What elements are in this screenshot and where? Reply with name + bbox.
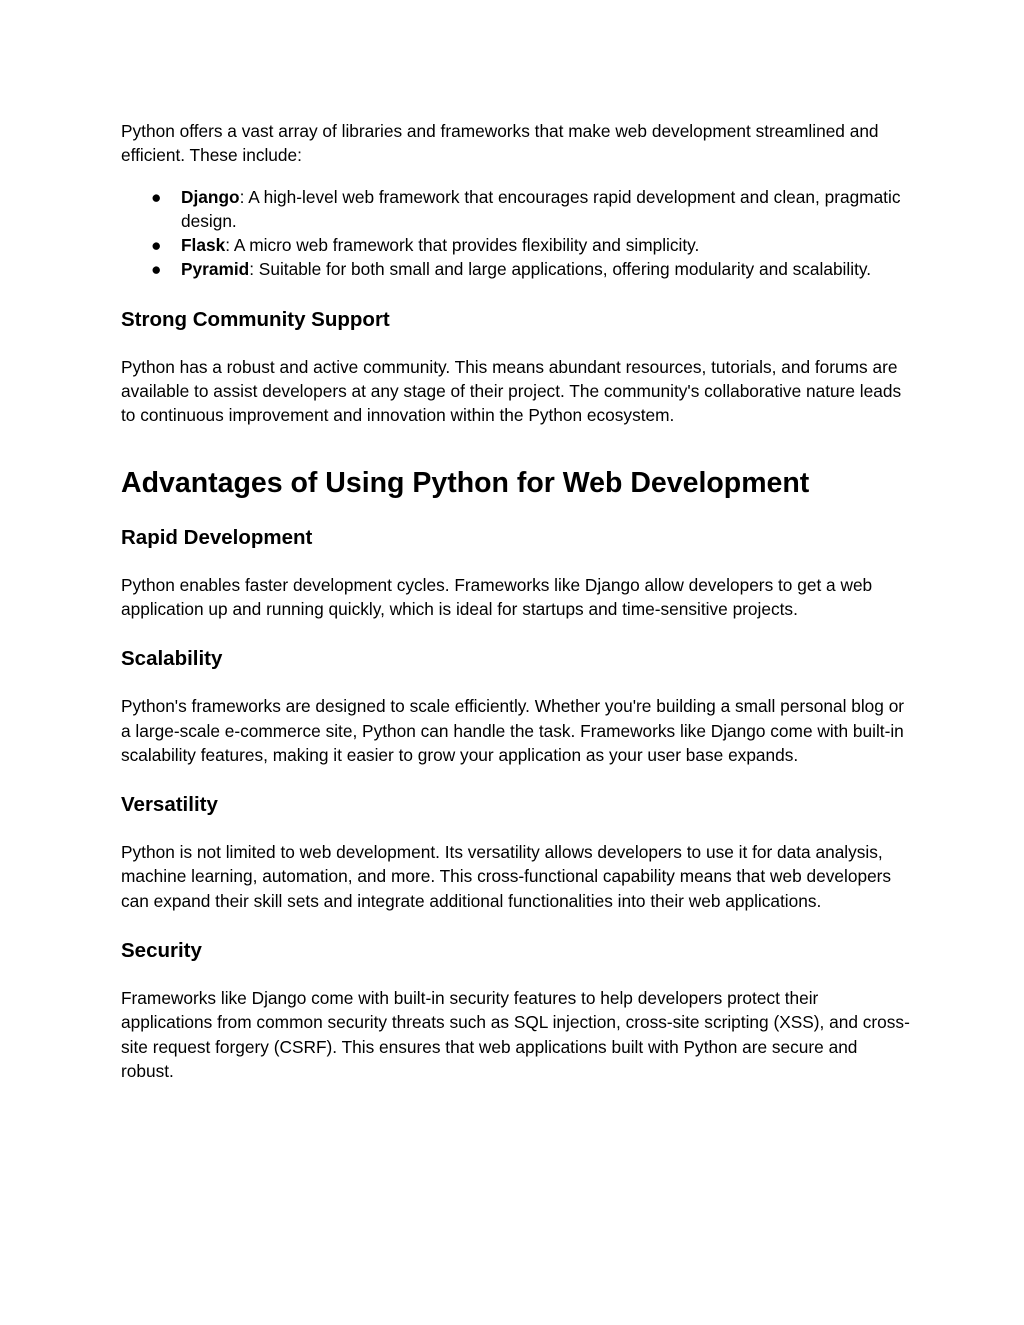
list-item	[121, 233, 911, 257]
community-paragraph: Python has a robust and active community. This means abundant resources, tutorials, and forums are available to assist developers at any stage of their project. The community's collaborative nature leads to continuous improvement and innovation within the Python ecosystem.	[121, 356, 902, 426]
framework-name: Flask	[181, 235, 226, 256]
scalability-paragraph: Python's frameworks are designed to scale efficiently. Whether you're building a small personal blog or a large-scale e-commerce site, Python can handle the task. Frameworks like Django come with built-in scalability features, making it easier to grow your application as your user base expands.	[121, 696, 905, 765]
scalability-heading: Scalability	[121, 647, 223, 671]
intro-paragraph: Python offers a vast array of libraries and frameworks that make web development streamlined and efficient. These include:	[121, 121, 879, 166]
rapid-development-paragraph: Python enables faster development cycles. Frameworks like Django allow developers to get a web application up and running quickly, which is ideal for startups and time-sensitive projects.	[121, 574, 873, 619]
framework-name: Django	[181, 186, 240, 207]
community-heading: Strong Community Support	[121, 307, 390, 331]
bullet-icon: ●	[151, 259, 162, 280]
security-heading: Security	[121, 939, 202, 963]
frameworks-list	[121, 185, 911, 282]
versatility-heading: Versatility	[121, 793, 218, 817]
bullet-icon: ●	[151, 186, 162, 207]
bullet-icon: ●	[151, 235, 162, 256]
framework-name: Pyramid	[181, 259, 250, 280]
security-paragraph: Frameworks like Django come with built-in security features to help developers protect their applications from common security threats such as SQL injection, cross-site scripting (XSS), and cross-site request forgery (CSRF). This ensures that web applications built with Python are secure and robust.	[121, 988, 910, 1081]
list-item	[121, 185, 911, 234]
framework-description: : A micro web framework that provides flexibility and simplicity.	[225, 235, 700, 256]
framework-description: : Suitable for both small and large applications, offering modularity and scalability.	[249, 259, 872, 280]
rapid-development-heading: Rapid Development	[121, 525, 313, 549]
framework-description: : A high-level web framework that encourages rapid development and clean, pragmatic design.	[181, 186, 901, 231]
versatility-paragraph: Python is not limited to web development. Its versatility allows developers to use it for data analysis, machine learning, automation, and more. This cross-functional capability means that web developers can expand their skill sets and integrate additional functionalities into their web applications.	[121, 842, 892, 911]
advantages-heading: Advantages of Using Python for Web Development	[121, 466, 810, 499]
document-page	[121, 119, 911, 1083]
list-item	[121, 257, 911, 281]
